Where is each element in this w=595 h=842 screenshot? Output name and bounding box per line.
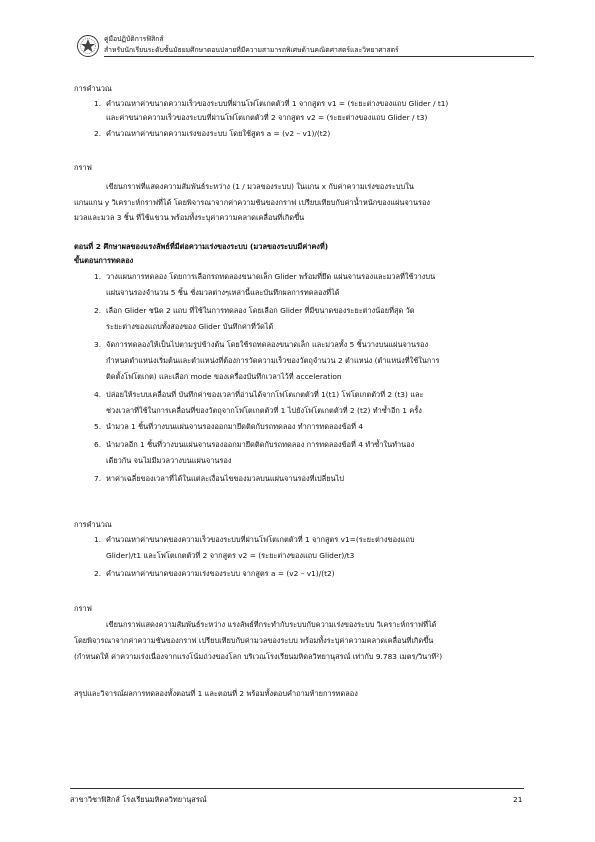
calc1-item2-number: 2. [94, 129, 102, 138]
step1-line1: วางแผนการทดลอง โดยการเลือกรถทดลองขนาดเล็ก Glider พร้อมที่ยึด แผ่นจานรองและมวลที่ใช้วางบน [106, 272, 436, 281]
graph1-line3: มวลและมวล 3 ชิ้น ที่ใช้แขวน พร้อมทั้งระบุค่าความคลาดเคลื่อนที่เกิดขึ้น [74, 213, 305, 222]
calc2-item1-number: 1. [94, 535, 102, 544]
step1-number: 1. [94, 272, 102, 281]
step3-line1: จัดการทดลองให้เป็นไปตามรูปข้างต้น โดยใช้รถทดลองขนาดเล็ก และมวลทั้ง 5 ชิ้นวางบนแผ่นจานรอง [106, 340, 429, 349]
calc1-item1-number: 1. [94, 99, 102, 108]
graph2-line1: เขียนกราฟแสดงความสัมพันธ์ระหว่าง แรงลัพธ์ที่กระทำกับระบบกับความเร่งของระบบ วิเคราะห์กราฟที่ได้ [106, 620, 437, 629]
graph1-line2: แกนแกน y วิเคราะห์กราฟที่ได้ โดยพิจารณาจากค่าความชันของกราฟ เปรียบเทียบกับค่าน้ำหนักของแผ่นจานรอง [74, 198, 431, 207]
summary-text: สรุปและวิจารณ์ผลการทดลองทั้งตอนที่ 1 และตอนที่ 2 พร้อมทั้งตอบคำถามท้ายการทดลอง [74, 689, 358, 698]
header-rule [104, 56, 534, 57]
step3-line3: ติดตั้งโฟโตเกต) และเลือก mode ของเครื่องบันทึกเวลาไว้ที่ acceleration [106, 372, 342, 381]
step4-number: 4. [94, 390, 102, 399]
step3-number: 3. [94, 340, 102, 349]
footer-department: สาขาวิชาฟิสิกส์ โรงเรียนมหิดลวิทยานุสรณ์ [70, 795, 207, 804]
graph2-line2: โดยพิจารณาจากค่าความชันของกราฟ เปรียบเทียบกับค่ามวลของระบบ พร้อมทั้งระบุค่าความคลาดเคลื่อนที่เกิดขึ้น [74, 636, 434, 645]
step6-line1: นำมวลอีก 1 ชิ้นที่วางบนแผ่นจานรองออกมายึดติดกับรถทดลอง การทดลองข้อที่ 4 ทำซ้ำในทำนอง [106, 440, 415, 449]
graph-heading-2: กราฟ [74, 604, 92, 613]
graph1-line1: เขียนกราฟที่แสดงความสัมพันธ์ระหว่าง (1 / มวลของระบบ) ในแกน x กับค่าความเร่งของระบบใน [106, 182, 414, 191]
footer-rule [70, 788, 524, 789]
step6-line2: เดียวกัน จนไม่มีมวลวางบนแผ่นจานรอง [106, 456, 232, 465]
calc2-item1-line2: Glider)/t1 และโฟโตเกตตัวที่ 2 จากสูตร v2 = (ระยะต่างของแถบ Glider)/t3 [106, 551, 355, 560]
calc1-item2-line1: คำนวณหาค่าขนาดความเร่งของระบบ โดยใช้สูตร a = (v2 – v1)/(t2) [106, 129, 331, 138]
step5-line1: นำมวล 1 ชิ้นที่วางบนแผ่นจานรองออกมายึดติดกับรถทดลอง ทำการทดลองข้อที่ 4 [106, 422, 364, 431]
school-emblem-icon [76, 34, 100, 58]
step7-number: 7. [94, 474, 102, 483]
step6-number: 6. [94, 440, 102, 449]
calc2-item2-number: 2. [94, 569, 102, 578]
calc1-item1-line1: คำนวณหาค่าขนาดความเร็วของระบบที่ผ่านโฟโตเกตตัวที่ 1 จากสูตร v1 = (ระยะต่างของแถบ Glider / t1) [106, 99, 449, 108]
step4-line2: ช่วงเวลาที่ใช้ในการเคลื่อนที่ของวัตถุจากโฟโตเกตตัวที่ 1 ไปยังโฟโตเกตตัวที่ 2 (t2) ทำซ้ำอีก 1 ครั้ง [106, 406, 422, 415]
graph-heading-1: กราฟ [74, 163, 92, 172]
graph2-line3: (กำหนดให้ ค่าความเร่งเนื่องจากแรงโน้มถ่วงของโลก บริเวณโรงเรียนมหิดลวิทยานุสรณ์ เท่ากับ 9.783 เมตร/วินาที²) [74, 652, 443, 661]
step1-line2: แผ่นจานรองจำนวน 5 ชิ้น ชั่งมวลต่างๆเหล่านี้และบันทึกผลการทดลองที่ได้ [106, 288, 340, 297]
step2-line2: ระยะต่างของแถบทั้งสองของ Glider บันทึกค่าที่วัดได้ [106, 322, 274, 331]
header-title: คู่มือปฏิบัติการฟิสิกส์ [104, 35, 164, 43]
step2-number: 2. [94, 306, 102, 315]
calc-heading-2: การคำนวณ [74, 520, 112, 529]
calc2-item2-line1: คำนวณหาค่าขนาดของความเร่งของระบบ จากสูตร a = (v2 – v1)/(t2) [106, 569, 335, 578]
calc-heading-1: การคำนวณ [74, 84, 112, 93]
calc1-item1-line2: และค่าขนาดความเร็วของระบบที่ผ่านโฟโตเกตตัวที่ 2 จากสูตร v2 = (ระยะต่างของแถบ Glider / t3) [106, 113, 428, 122]
header-subtitle: สำหรับนักเรียนระดับชั้นมัธยมศึกษาตอนปลายที่มีความสามารถพิเศษด้านคณิตศาสตร์และวิทยาศาสตร์ [104, 46, 399, 54]
step3-line2: กำหนดตำแหน่งเริ่มต้นและตำแหน่งที่ต้องการวัดความเร็วของวัตถุจำนวน 2 ตำแหน่ง (ตำแหน่งที่ใช้ในการ [106, 356, 440, 365]
page-header [76, 34, 546, 60]
steps-heading: ขั้นตอนการทดลอง [74, 256, 134, 265]
section2-title: ตอนที่ 2 ศึกษาผลของแรงลัพธ์ที่มีต่อความเร่งของระบบ (มวลของระบบมีค่าคงที่) [74, 242, 329, 251]
calc2-item1-line1: คำนวณหาค่าขนาดของความเร็วของระบบที่ผ่านโฟโตเกตตัวที่ 1 จากสูตร v1=(ระยะต่างของแถบ [106, 535, 415, 544]
page-number: 21 [513, 795, 523, 804]
step7-line1: หาค่าเฉลี่ยของเวลาที่ได้ในแต่ละเงื่อนไขของมวลบนแผ่นจานรองที่เปลี่ยนไป [106, 474, 344, 483]
step4-line1: ปล่อยให้ระบบเคลื่อนที่ บันทึกค่าของเวลาที่อ่านได้จากโฟโตเกตตัวที่ 1(t1) โฟโตเกตตัวที่ 2 (t3) และ [106, 390, 424, 399]
step5-number: 5. [94, 422, 102, 431]
step2-line1: เลือก Glider ชนิด 2 แถบ ที่ใช้ในการทดลอง โดยเลือก Glider ที่มีขนาดของระยะต่างน้อยที่สุด วัด [106, 306, 415, 315]
